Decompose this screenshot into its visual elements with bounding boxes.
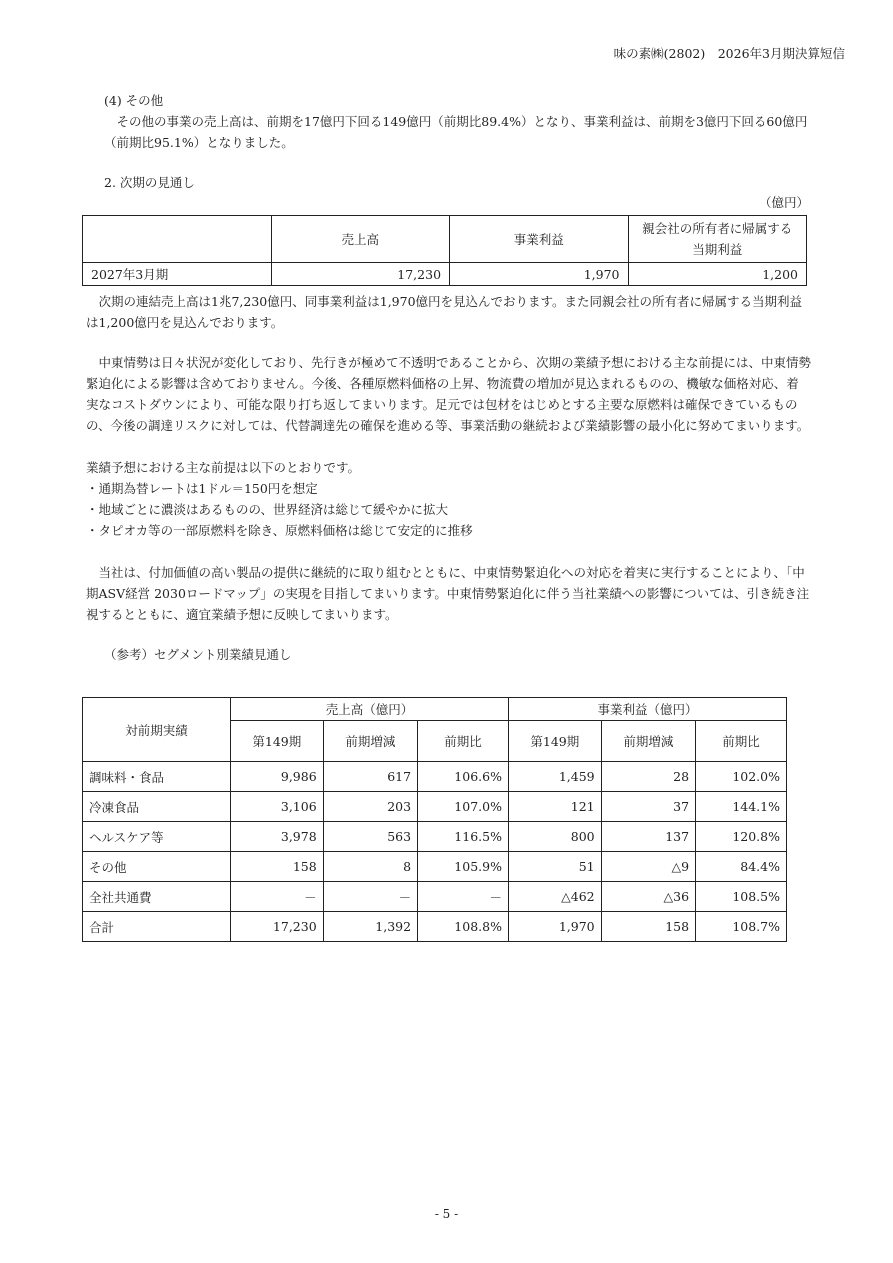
section-other-text: その他の事業の売上高は、前期を17億円下回る149億円（前期比89.4%）となり、事業利益は、前期を3億円下回る60億円（前期比95.1%）となりました。 <box>104 114 808 150</box>
segment-value-cell: 17,230 <box>231 912 324 942</box>
segment-subheader: 前期増減 <box>601 721 695 762</box>
segment-name-cell: 冷凍食品 <box>83 792 231 822</box>
segment-name-cell: 調味料・食品 <box>83 762 231 792</box>
segment-row <box>83 792 787 822</box>
segment-subheader: 前期比 <box>418 721 509 762</box>
segment-value-cell: △462 <box>508 882 601 912</box>
segment-value-cell: 1,459 <box>508 762 601 792</box>
page-number: - 5 - <box>434 1207 459 1221</box>
forecast-net-profit: 1,200 <box>628 263 807 286</box>
segment-row <box>83 882 787 912</box>
segment-value-cell: 116.5% <box>418 822 509 852</box>
document-header: 味の素㈱(2802) 2026年3月期決算短信 <box>613 46 845 61</box>
forecast-row <box>83 263 807 286</box>
outlook-body <box>86 291 811 665</box>
segment-row <box>83 852 787 882</box>
segment-name-cell: その他 <box>83 852 231 882</box>
segment-value-cell: 158 <box>601 912 695 942</box>
segment-value-cell: 3,978 <box>231 822 324 852</box>
forecast-period: 2027年3月期 <box>83 263 272 286</box>
strategy-paragraph: 当社は、付加価値の高い製品の提供に継続的に取り組むとともに、中東情勢緊迫化への対応を着実に実行することにより、「中期ASV経営 2030ロードマップ」の実現を目指してまいります。中東情勢緊迫化に伴う当社業績への影響については、引き続き注視するとともに、適宜業績予想に反映してまいります。 <box>86 565 810 622</box>
segment-value-cell: 37 <box>601 792 695 822</box>
segment-subheader: 前期比 <box>696 721 787 762</box>
segment-subheader: 第149期 <box>508 721 601 762</box>
segment-value-cell: 203 <box>323 792 417 822</box>
section-outlook-heading: 2. 次期の見通し <box>104 175 195 190</box>
segment-value-cell: 102.0% <box>696 762 787 792</box>
segment-row <box>83 822 787 852</box>
segment-value-cell: 28 <box>601 762 695 792</box>
segment-corner-cell: 対前期実績 <box>83 698 231 762</box>
segment-value-cell: 137 <box>601 822 695 852</box>
segment-row <box>83 762 787 792</box>
segment-value-cell: 3,106 <box>231 792 324 822</box>
section-other-heading: (4) その他 <box>104 93 164 108</box>
forecast-header-cell: 売上高 <box>271 216 449 263</box>
segment-name-cell: 合計 <box>83 912 231 942</box>
section-outlook <box>86 172 811 193</box>
segment-value-cell: 144.1% <box>696 792 787 822</box>
segment-value-cell: 108.7% <box>696 912 787 942</box>
forecast-header-row <box>83 216 807 263</box>
segment-value-cell: 108.8% <box>418 912 509 942</box>
forecast-header-cell <box>83 216 272 263</box>
segment-value-cell: 563 <box>323 822 417 852</box>
assumption-item: ・通期為替レートは1ドル＝150円を想定 <box>86 481 318 496</box>
segment-subheader: 前期増減 <box>323 721 417 762</box>
assumption-item: ・地域ごとに濃淡はあるものの、世界経済は総じて緩やかに拡大 <box>86 502 449 517</box>
segment-value-cell: 158 <box>231 852 324 882</box>
segment-value-cell: 9,986 <box>231 762 324 792</box>
segment-value-cell: 108.5% <box>696 882 787 912</box>
segment-value-cell: 84.4% <box>696 852 787 882</box>
segment-value-cell: 8 <box>323 852 417 882</box>
segment-caption: （参考）セグメント別業績見通し <box>104 647 292 662</box>
segment-value-cell: － <box>323 882 417 912</box>
segment-value-cell: 106.6% <box>418 762 509 792</box>
segment-subheader: 第149期 <box>231 721 324 762</box>
segment-value-cell: 121 <box>508 792 601 822</box>
segment-sales-group: 売上高（億円） <box>231 698 509 721</box>
segment-row <box>83 912 787 942</box>
forecast-header-cell: 親会社の所有者に帰属する当期利益 <box>628 216 807 263</box>
forecast-table <box>82 215 807 286</box>
segment-value-cell: 1,970 <box>508 912 601 942</box>
segment-value-cell: － <box>231 882 324 912</box>
forecast-sales: 17,230 <box>271 263 449 286</box>
segment-group-row <box>83 698 787 721</box>
segment-value-cell: 617 <box>323 762 417 792</box>
middle-east-paragraph: 中東情勢は日々状況が変化しており、先行きが極めて不透明であることから、次期の業績予想における主な前提には、中東情勢緊迫化による影響は含めておりません。今後、各種原燃料価格の上昇、物流費の増加が見込まれるものの、機敏な価格対応、着実なコストダウンにより、可能な限り打ち返してまいります。足元では包材をはじめとする主要な原燃料は確保できているものの、今後の調達リスクに対しては、代替調達先の確保を進める等、事業活動の継続および業績影響の最小化に努めてまいります。 <box>86 355 812 433</box>
forecast-operating-profit: 1,970 <box>450 263 628 286</box>
segment-name-cell: 全社共通費 <box>83 882 231 912</box>
segment-value-cell: 120.8% <box>696 822 787 852</box>
outlook-paragraph: 次期の連結売上高は1兆7,230億円、同事業利益は1,970億円を見込んでおります。また同親会社の所有者に帰属する当期利益は1,200億円を見込んでおります。 <box>86 294 803 330</box>
segment-name-cell: ヘルスケア等 <box>83 822 231 852</box>
segment-value-cell: △9 <box>601 852 695 882</box>
segment-value-cell: 1,392 <box>323 912 417 942</box>
segment-value-cell: △36 <box>601 882 695 912</box>
segment-value-cell: 51 <box>508 852 601 882</box>
section-other <box>86 90 811 153</box>
forecast-header-cell: 事業利益 <box>450 216 628 263</box>
assumption-item: ・タピオカ等の一部原燃料を除き、原燃料価格は総じて安定的に推移 <box>86 523 473 538</box>
segment-table <box>82 697 787 942</box>
segment-value-cell: 800 <box>508 822 601 852</box>
assumptions-intro: 業績予想における主な前提は以下のとおりです。 <box>86 460 361 475</box>
segment-value-cell: 105.9% <box>418 852 509 882</box>
segment-body <box>83 762 787 942</box>
unit-label: （億円） <box>758 195 809 210</box>
segment-value-cell: 107.0% <box>418 792 509 822</box>
segment-profit-group: 事業利益（億円） <box>508 698 786 721</box>
segment-value-cell: － <box>418 882 509 912</box>
